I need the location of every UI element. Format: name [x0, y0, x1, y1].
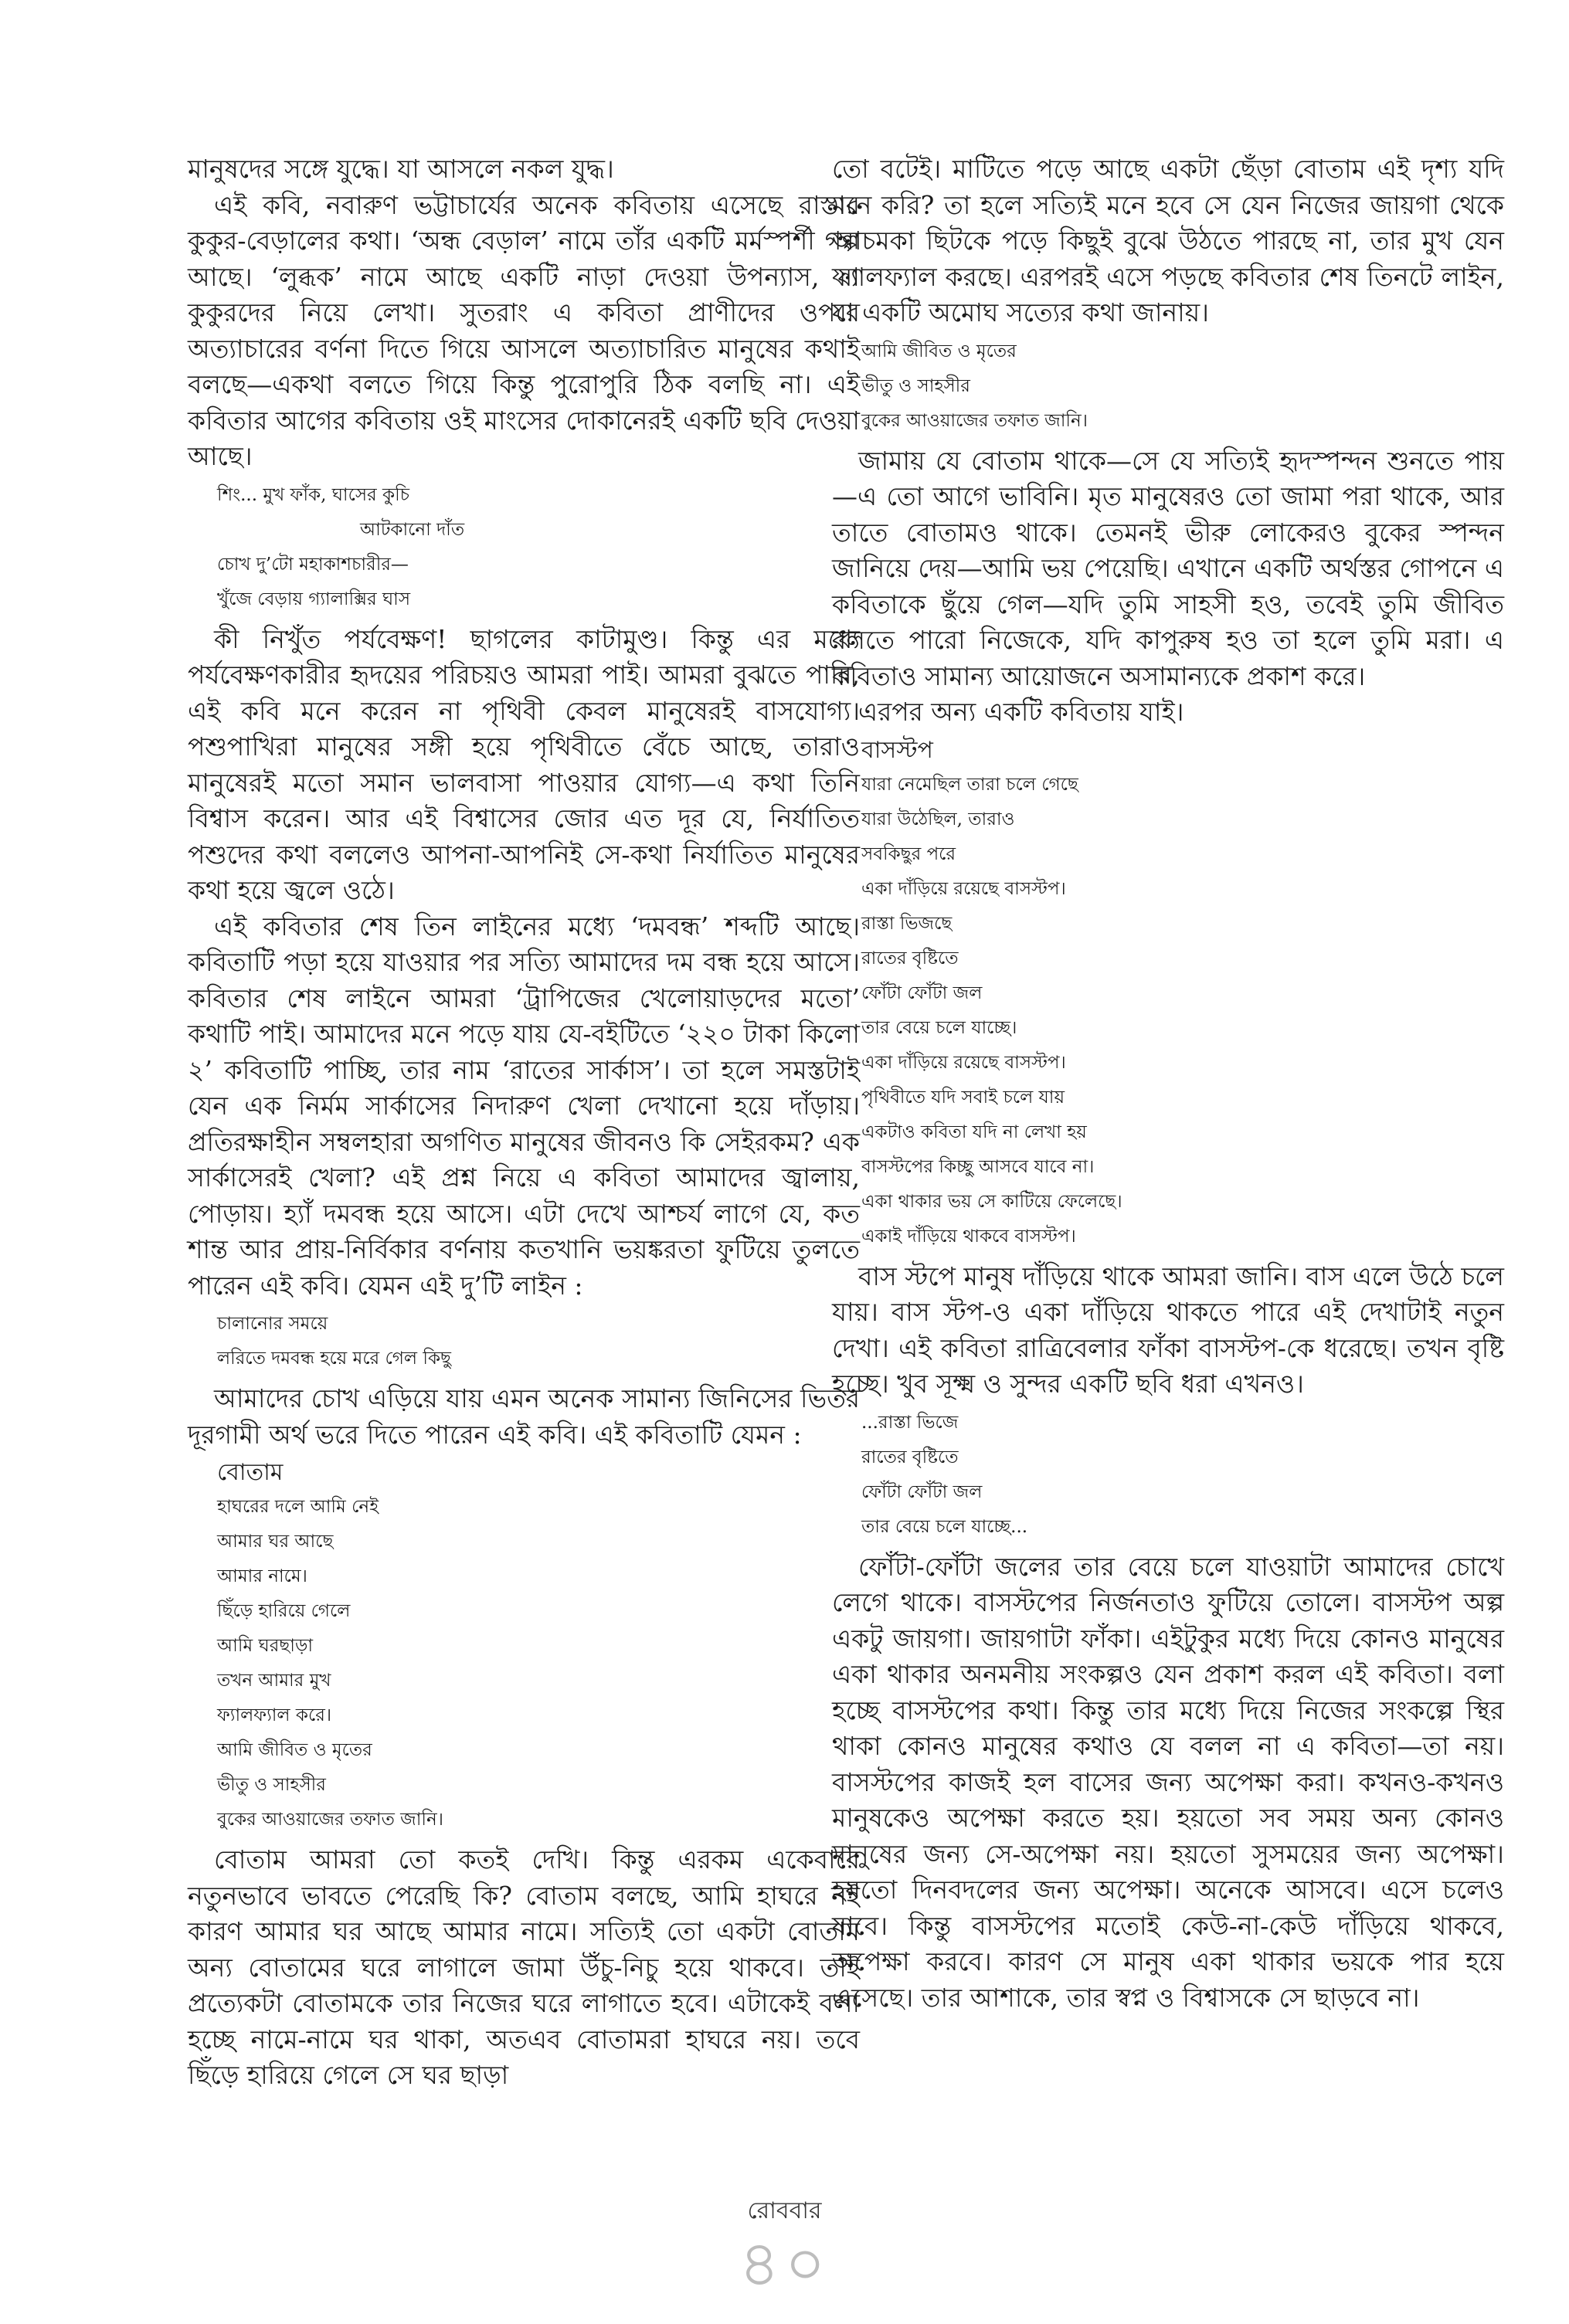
poem-line: লরিতে দমবন্ধ হয়ে মরে গেল কিছু — [217, 1349, 451, 1369]
poem-line: ফোঁটা ফোঁটা জল — [861, 982, 983, 1003]
poem-line: হাঘরের দলে আমি নেই — [217, 1497, 379, 1517]
poem-line: রাতের বৃষ্টিতে — [861, 1447, 959, 1467]
paragraph: জামায় যে বোতাম থাকে—সে যে সত্যিই হৃদস্পন্দন শুনতে পায়—এ তো আগে ভাবিনি। মৃত মানুষেরও তো জামা পরা থাকে, আর তাতে বোতামও থাকে। তেমনই ভীরু লোকেরও বুকের স্পন্দন জানিয়ে দেয়—আমি ভয় পেয়েছি। এখানে একটি অর্থস্তর গোপনে এ কবিতাকে ছুঁয়ে গেল—যদি তুমি সাহসী হও, তবেই তুমি জীবিত বলতে পারো নিজেকে, যদি কাপুরুষ হও তা হলে তুমি মরা। এ কবিতাও সামান্য আয়োজনে অসামান্যকে প্রকাশ করে। — [832, 445, 1504, 691]
poem-line: সবকিছুর পরে — [861, 843, 956, 864]
poem-line: ফ্যালফ্যাল করে। — [217, 1705, 332, 1725]
poem-line: একাই দাঁড়িয়ে থাকবে বাসস্টপ। — [861, 1226, 1076, 1247]
paragraph: মানুষদের সঙ্গে যুদ্ধে। যা আসলে নকল যুদ্ধ। — [188, 154, 614, 184]
paragraph: কী নিখুঁত পর্যবেক্ষণ! ছাগলের কাটামুণ্ড। কিন্তু এর মধ্যে পর্যবেক্ষণকারীর হৃদয়ের পরিচয়ও আমরা পাই। আমরা বুঝতে পারি, এই কবি মনে করেন না পৃথিবী কেবল মানুষেরই বাসযোগ্য। পশুপাখিরা মানুষের সঙ্গী হয়ে পৃথিবীতে বেঁচে আছে, তারাও মানুষেরই মতো সমান ভালবাসা পাওয়ার যোগ্য—এ কথা তিনি বিশ্বাস করেন। আর এই বিশ্বাসের জোর এত দূর যে, নির্যাতিত পশুদের কথা বললেও আপনা-আপনিই সে-কথা নির্যাতিত মানুষের কথা হয়ে জ্বলে ওঠে। — [188, 623, 860, 905]
poem-line: পৃথিবীতে যদি সবাই চলে যায় — [861, 1087, 1065, 1108]
poem-line: একা থাকার ভয় সে কাটিয়ে ফেলেছে। — [861, 1191, 1122, 1212]
poem-line: তার বেয়ে চলে যাচ্ছে। — [861, 1017, 1017, 1038]
poem-line: শিং... মুখ ফাঁক, ঘাসের কুচি — [217, 484, 410, 505]
poem-line: ফোঁটা ফোঁটা জল — [861, 1481, 983, 1502]
paragraph: এই কবি, নবারুণ ভট্টাচার্যের অনেক কবিতায় এসেছে রাস্তার কুকুর-বেড়ালের কথা। ‘অন্ধ বেড়াল’ নামে তাঁর একটি মর্মস্পর্শী গল্প আছে। ‘লুব্ধক’ নামে আছে একটি নাড়া দেওয়া উপন্যাস, যা কুকুরদের নিয়ে লেখা। সুতরাং এ কবিতা প্রাণীদের ওপরে অত্যাচারের বর্ণনা দিতে গিয়ে আসলে অত্যাচারিত মানুষের কথাই বলছে—একথা বলতে গিয়ে কিন্তু পুরোপুরি ঠিক বলছি না। এই কবিতার আগের কবিতায় ওই মাংসের দোকানেরই একটি ছবি দেওয়া আছে। — [188, 189, 860, 471]
poem-line: তখন আমার মুখ — [217, 1671, 331, 1691]
poem-title: বাসস্টপ — [861, 736, 933, 764]
paragraph: বাস স্টপে মানুষ দাঁড়িয়ে থাকে আমরা জানি। বাস এলে উঠে চলে যায়। বাস স্টপ-ও একা দাঁড়িয়ে থাকতে পারে এই দেখাটাই নতুন দেখা। এই কবিতা রাত্রিবেলার ফাঁকা বাসস্টপ-কে ধরেছে। তখন বৃষ্টি হচ্ছে। খুব সূক্ষ্ম ও সুন্দর একটি ছবি ধরা এখনও। — [832, 1260, 1504, 1399]
poem-line: বুকের আওয়াজের তফাত জানি। — [217, 1810, 443, 1830]
poem-line: বাসস্টপের কিচ্ছু আসবে যাবে না। — [861, 1156, 1095, 1177]
poem-line: খুঁজে বেড়ায় গ্যালাক্সির ঘাস — [217, 589, 411, 609]
poem-line: ...রাস্তা ভিজে — [861, 1412, 959, 1433]
poem-line: একা দাঁড়িয়ে রয়েছে বাসস্টপ। — [861, 878, 1066, 899]
poem-line: ভীতু ও সাহসীর — [861, 375, 970, 396]
paragraph: এই কবিতার শেষ তিন লাইনের মধ্যে ‘দমবন্ধ’ শব্দটি আছে। কবিতাটি পড়া হয়ে যাওয়ার পর সত্যি আমাদের দম বন্ধ হয়ে আসে। কবিতার শেষ লাইনে আমরা ‘ট্রাপিজের খেলোয়াড়দের মতো’ কথাটি পাই। আমাদের মনে পড়ে যায় যে-বইটিতে ‘২২০ টাকা কিলো ২’ কবিতাটি পাচ্ছি, তার নাম ‘রাতের সার্কাস’। তা হলে সমস্তটাই যেন এক নির্মম সার্কাসের নিদারুণ খেলা দেখানো হয়ে দাঁড়ায়। প্রতিরক্ষাহীন সম্বলহারা অগণিত মানুষের জীবনও কি সেইরকম? এক সার্কাসেরই খেলা? এই প্রশ্ন নিয়ে এ কবিতা আমাদের জ্বালায়, পোড়ায়। হ্যাঁ দমবন্ধ হয়ে আসে। এটা দেখে আশ্চর্য লাগে যে, কত শান্ত আর প্রায়-নির্বিকার বর্ণনায় কতখানি ভয়ঙ্করতা ফুটিয়ে তুলতে পারেন এই কবি। যেমন এই দু’টি লাইন : — [188, 911, 860, 1301]
poem-line: ছিঁড়ে হারিয়ে গেলে — [217, 1601, 351, 1621]
poem-line: একটাও কবিতা যদি না লেখা হয় — [861, 1121, 1087, 1142]
poem-excerpt — [861, 1406, 1504, 1545]
paragraph: তো বটেই। মাটিতে পড়ে আছে একটা ছেঁড়া বোতাম এই দৃশ্য যদি মনে করি? তা হলে সত্যিই মনে হবে সে যেন নিজের জায়গা থেকে আচমকা ছিটকে পড়ে কিছুই বুঝে উঠতে পারছে না, তার মুখ যেন ফ্যালফ্যাল করছে। এরপরই এসে পড়ছে কবিতার শেষ তিনটে লাইন, যা একটি অমোঘ সত্যের কথা জানায়। — [832, 154, 1504, 327]
poem-botam — [217, 1456, 860, 1837]
poem-line: চালানোর সময়ে — [217, 1314, 328, 1334]
poem-excerpt — [217, 1307, 860, 1376]
poem-line: যারা নেমেছিল তারা চলে গেছে — [861, 774, 1078, 795]
poem-line: চোখ দু’টো মহাকাশচারীর— — [217, 554, 409, 575]
paragraph: আমাদের চোখ এড়িয়ে যায় এমন অনেক সামান্য জিনিসের ভিতর দূরগামী অর্থ ভরে দিতে পারেন এই কবি। এই কবিতাটি যেমন : — [188, 1383, 860, 1450]
poem-line: রাতের বৃষ্টিতে — [861, 948, 959, 969]
poem-line: আমার ঘর আছে — [217, 1532, 334, 1552]
poem-line: যারা উঠেছিল, তারাও — [861, 809, 1015, 830]
poem-line: আমি জীবিত ও মৃতের — [217, 1740, 372, 1760]
poem-line: আটকানো দাঁত — [360, 519, 465, 540]
poem-line: তার বেয়ে চলে যাচ্ছে... — [861, 1516, 1028, 1537]
poem-line: আমি জীবিত ও মৃতের — [861, 341, 1017, 361]
paragraph: ফোঁটা-ফোঁটা জলের তার বেয়ে চলে যাওয়াটা আমাদের চোখে লেগে থাকে। বাসস্টপের নির্জনতাও ফুটিয়ে তোলে। বাসস্টপ অল্প একটু জায়গা। জায়গাটা ফাঁকা। এইটুকুর মধ্যে দিয়ে কোনও মানুষের একা থাকার অনমনীয় সংকল্পও যেন প্রকাশ করল এই কবিতা। বলা হচ্ছে বাসস্টপের কথা। কিন্তু তার মধ্যে দিয়ে নিজের সংকল্পে স্থির থাকা কোনও মানুষের কথাও যে বলল না এ কবিতা—তা নয়। বাসস্টপের কাজই হল বাসের জন্য অপেক্ষা করা। কখনও-কখনও মানুষকেও অপেক্ষা করতে হয়। হয়তো সব সময় অন্য কোনও মানুষের জন্য সে-অপেক্ষা নয়। হয়তো সুসময়ের জন্য অপেক্ষা। হয়তো দিনবদলের জন্য অপেক্ষা। অনেকে আসবে। এসে চলেও যাবে। কিন্তু বাসস্টপের মতোই কেউ-না-কেউ দাঁড়িয়ে থাকবে, অপেক্ষা করবে। কারণ সে মানুষ একা থাকার ভয়কে পার হয়ে এসেছে। তার আশাকে, তার স্বপ্ন ও বিশ্বাসকে সে ছাড়বে না। — [832, 1551, 1504, 2013]
poem-busstop — [861, 734, 1504, 1254]
poem-line: একা দাঁড়িয়ে রয়েছে বাসস্টপ। — [861, 1052, 1066, 1073]
poem-line: রাস্তা ভিজছে — [861, 913, 953, 934]
poem-excerpt — [861, 334, 1504, 439]
magazine-name: রোববার — [747, 2197, 822, 2224]
poem-line: ভীতু ও সাহসীর — [217, 1775, 326, 1795]
poem-line: বুকের আওয়াজের তফাত জানি। — [861, 410, 1088, 431]
paragraph: এরপর অন্য একটি কবিতায় যাই। — [858, 697, 1184, 727]
poem-title: বোতাম — [217, 1459, 284, 1486]
poem-line: আমার নামে। — [217, 1566, 307, 1586]
left-column — [188, 151, 860, 2094]
poem-excerpt — [217, 478, 860, 617]
paragraph: বোতাম আমরা তো কতই দেখি। কিন্তু এরকম একেবারে নতুনভাবে ভাবতে পেরেছি কি? বোতাম বলছে, আমি হাঘরে নই কারণ আমার ঘর আছে আমার নামে। সত্যিই তো একটা বোতাম অন্য বোতামের ঘরে লাগালে জামা উঁচু-নিচু হয়ে থাকবে। তাই প্রত্যেকটা বোতামকে তার নিজের ঘরে লাগাতে হবে। এটাকেই বলা হচ্ছে নামে-নামে ঘর থাকা, অতএব বোতামরা হাঘরে নয়। তবে ছিঁড়ে হারিয়ে গেলে সে ঘর ছাড়া — [188, 1844, 860, 2090]
poem-line: আমি ঘরছাড়া — [217, 1636, 314, 1656]
page-number: ৪০ — [739, 2227, 830, 2301]
right-column — [832, 151, 1504, 2016]
